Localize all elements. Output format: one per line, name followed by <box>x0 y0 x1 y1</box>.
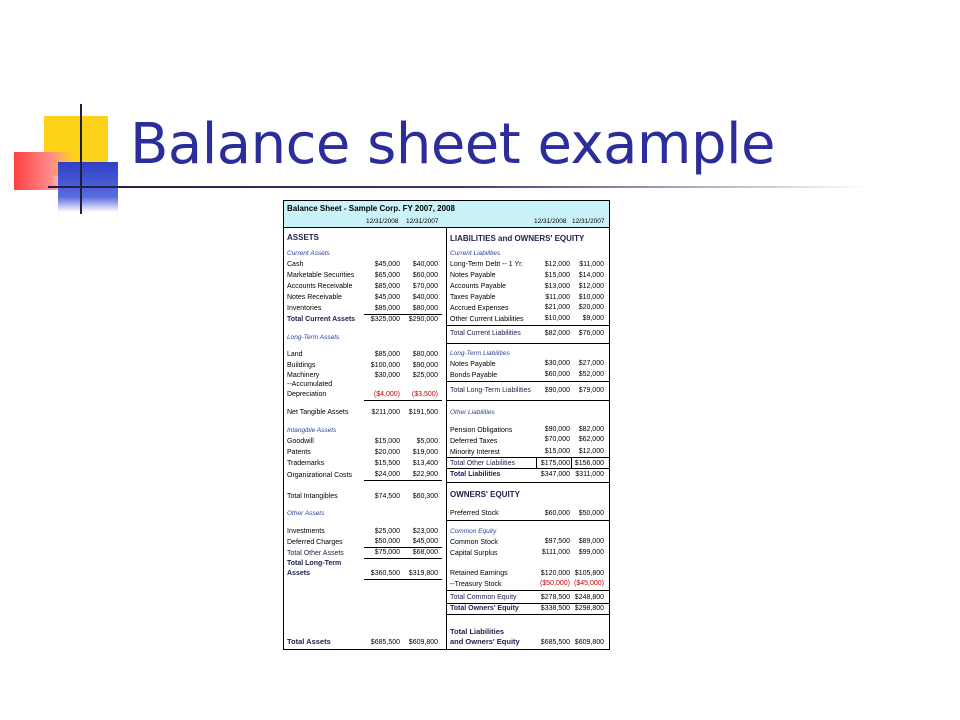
total-liabilities-equity-2008: $685,500 <box>540 639 570 646</box>
asset-row-label: Organizational Costs <box>287 472 352 479</box>
asset-row-2007: $80,000 <box>412 305 438 312</box>
liability-row-2008: $60,000 <box>544 371 570 378</box>
current-assets-heading: Current Assets <box>287 250 330 257</box>
depreciation-2008: ($4,000) <box>373 391 400 398</box>
column-divider <box>446 227 447 649</box>
asset-row-2007: $90,000 <box>412 362 438 369</box>
asset-row-2008: $15,500 <box>374 460 400 467</box>
total-liabilities-2007: $311,000 <box>575 471 604 478</box>
equity-row-label: Capital Surplus <box>450 550 498 557</box>
assets-heading: ASSETS <box>287 233 320 242</box>
asset-row-2007: $40,000 <box>412 261 438 268</box>
asset-row-label: Investments <box>287 528 325 535</box>
accumulated-label: --Accumulated <box>287 381 333 388</box>
underline <box>364 547 442 548</box>
liability-row-2007: $52,000 <box>578 371 604 378</box>
liability-row-2007: $14,000 <box>578 272 604 279</box>
total-long-term-2007: $319,800 <box>408 570 438 577</box>
decorative-vertical-line <box>80 104 82 214</box>
liability-row-2007: $11,000 <box>579 261 604 268</box>
total-common-equity-label: Total Common Equity <box>450 594 517 601</box>
asset-row-label: Buildings <box>287 362 316 369</box>
liability-row-2008: $11,000 <box>545 294 570 301</box>
left-date-2007: 12/31/2007 <box>406 218 439 225</box>
equity-row-2008: $97,500 <box>544 538 570 545</box>
asset-row-2007: $23,000 <box>412 528 438 535</box>
total-other-liabilities-label: Total Other Liabilities <box>450 460 515 467</box>
liability-row-label: Pension Obligations <box>450 427 513 434</box>
total-intangibles-2007: $60,300 <box>412 493 438 500</box>
asset-row-2007: $45,000 <box>412 538 438 545</box>
net-tangible-2008: $211,000 <box>371 409 400 416</box>
underline <box>447 343 609 344</box>
equity-row-label: Common Stock <box>450 539 498 546</box>
treasury-stock-2008: ($50,000) <box>540 580 570 587</box>
total-current-assets-2007: $290,000 <box>408 316 438 323</box>
depreciation-label: Depreciation <box>287 391 327 398</box>
asset-row-2008: $85,000 <box>374 305 400 312</box>
asset-row-2008: $100,000 <box>370 362 400 369</box>
asset-row-2008: $45,000 <box>374 294 400 301</box>
underline <box>447 381 609 382</box>
treasury-stock-2007: ($45,000) <box>574 580 604 587</box>
liability-row-2008: $70,000 <box>544 436 570 443</box>
asset-row-2007: $13,400 <box>412 460 438 467</box>
liability-row-label: Deferred Taxes <box>450 438 498 445</box>
asset-row-2007: $40,000 <box>412 294 438 301</box>
asset-row-label: Goodwill <box>287 438 314 445</box>
liability-row-label: Bonds Payable <box>450 372 498 379</box>
total-current-liabilities-2007: $76,000 <box>578 330 604 337</box>
liability-row-2007: $27,000 <box>578 360 604 367</box>
equity-row-2008: $111,000 <box>541 549 570 556</box>
intangible-assets-heading: Intangible Assets <box>287 427 337 434</box>
asset-row-2007: $5,000 <box>416 438 438 445</box>
net-tangible-2007: $191,500 <box>408 409 438 416</box>
asset-row-2008: $65,000 <box>374 272 400 279</box>
underline <box>364 480 442 481</box>
liability-row-2008: $30,000 <box>544 360 570 367</box>
asset-row-2008: $85,000 <box>374 283 400 290</box>
total-long-term-liabilities-2008: $90,000 <box>544 387 570 394</box>
left-date-2008: 12/31/2008 <box>366 218 399 225</box>
total-owners-equity-label: Total Owners' Equity <box>450 605 519 612</box>
liability-row-2008: $90,000 <box>544 426 570 433</box>
retained-earnings-label: Retained Earnings <box>450 570 508 577</box>
owners-equity-heading: OWNERS' EQUITY <box>450 490 520 499</box>
asset-row-2007: $25,000 <box>412 372 438 379</box>
asset-row-label: Marketable Securities <box>287 272 355 279</box>
asset-row-2008: $15,000 <box>374 438 400 445</box>
liability-row-label: Taxes Payable <box>450 294 496 301</box>
total-current-liabilities-2008: $82,000 <box>544 330 570 337</box>
liability-row-label: Minority Interest <box>450 449 500 456</box>
underline <box>447 482 609 483</box>
underline <box>364 579 442 580</box>
underline <box>364 400 442 401</box>
other-assets-heading: Other Assets <box>287 510 325 517</box>
liability-row-2007: $62,000 <box>578 436 604 443</box>
sheet-header <box>284 201 609 228</box>
liability-row-label: Accrued Expenses <box>450 305 509 312</box>
underline <box>447 400 609 401</box>
total-long-term-2008: $360,500 <box>370 570 400 577</box>
preferred-stock-label: Preferred Stock <box>450 510 499 517</box>
long-term-assets-heading: Long-Term Assets <box>287 334 340 341</box>
total-liabilities-equity-2007: $609,800 <box>574 639 604 646</box>
total-other-assets-label: Total Other Assets <box>287 550 344 557</box>
treasury-stock-label: --Treasury Stock <box>450 581 502 588</box>
total-other-assets-2007: $68,000 <box>412 549 438 556</box>
liability-row-2007: $12,000 <box>578 283 604 290</box>
total-liabilities-label: Total Liabilities <box>450 471 501 478</box>
liability-row-label: Long-Term Debt -- 1 Yr. <box>450 261 524 268</box>
asset-row-label: Trademarks <box>287 460 325 467</box>
liability-row-label: Notes Payable <box>450 361 496 368</box>
liability-row-2007: $10,000 <box>578 294 604 301</box>
total-owners-equity-2008: $338,500 <box>540 605 570 612</box>
total-other-liabilities-2008: $175,000 <box>540 460 570 467</box>
asset-row-2008: $45,000 <box>374 261 400 268</box>
underline <box>447 590 609 591</box>
total-long-term-liabilities-2007: $79,000 <box>578 387 604 394</box>
total-intangibles-label: Total Intangibles <box>287 493 338 500</box>
asset-row-2007: $19,000 <box>412 449 438 456</box>
liability-row-2007: $12,000 <box>578 448 604 455</box>
liability-row-2008: $15,000 <box>544 272 570 279</box>
total-other-liabilities-2007: $156,000 <box>574 460 604 467</box>
total-long-term-label-line1: Total Long-Term <box>287 560 342 567</box>
total-liabilities-2008: $347,000 <box>540 471 570 478</box>
total-intangibles-2008: $74,500 <box>374 493 400 500</box>
asset-row-2008: $25,000 <box>374 528 400 535</box>
underline <box>447 325 609 326</box>
liability-row-2008: $10,000 <box>544 315 570 322</box>
total-assets-2008: $685,500 <box>370 639 400 646</box>
asset-row-2008: $85,000 <box>374 351 400 358</box>
underline <box>447 468 609 469</box>
equity-row-2007: $89,000 <box>578 538 604 545</box>
total-common-equity-2008: $278,500 <box>540 594 570 601</box>
asset-row-2008: $24,000 <box>374 471 400 478</box>
asset-row-label: Patents <box>287 449 311 456</box>
equity-row-2007: $99,000 <box>578 549 604 556</box>
preferred-stock-2007: $50,000 <box>578 510 604 517</box>
asset-row-label: Land <box>287 351 303 358</box>
total-owners-equity-2007: $298,800 <box>574 605 604 612</box>
liability-row-2008: $13,000 <box>544 283 570 290</box>
liability-row-label: Other Current Liabilities <box>450 316 524 323</box>
balance-sheet <box>283 200 610 650</box>
liability-row-2008: $12,000 <box>544 261 570 268</box>
retained-earnings-2007: $105,800 <box>574 570 604 577</box>
asset-row-2008: $30,000 <box>374 372 400 379</box>
current-liabilities-heading: Current Liabilities <box>450 250 501 257</box>
asset-row-label: Inventories <box>287 305 322 312</box>
liability-row-2007: $9,000 <box>582 315 604 322</box>
underline <box>447 457 609 458</box>
liability-row-label: Accounts Payable <box>450 283 507 290</box>
asset-row-2008: $20,000 <box>374 449 400 456</box>
slide-title: Balance sheet example <box>130 112 776 177</box>
underline <box>447 614 609 615</box>
sheet-title: Balance Sheet - Sample Corp. FY 2007, 2008 <box>287 204 455 213</box>
underline <box>364 314 442 315</box>
total-common-equity-2007: $248,800 <box>574 594 604 601</box>
right-date-2008: 12/31/2008 <box>534 218 567 225</box>
total-long-term-label: Assets <box>287 570 310 577</box>
asset-row-2007: $22,900 <box>412 471 438 478</box>
total-other-assets-2008: $75,000 <box>374 549 400 556</box>
total-current-liabilities-label: Total Current Liabilities <box>450 330 521 337</box>
asset-row-2007: $80,000 <box>412 351 438 358</box>
depreciation-2007: ($3,500) <box>411 391 438 398</box>
asset-row-2007: $60,000 <box>412 272 438 279</box>
asset-row-2007: $70,000 <box>412 283 438 290</box>
liability-row-2008: $21,000 <box>544 304 570 311</box>
net-tangible-label: Net Tangible Assets <box>287 409 349 416</box>
total-assets-2007: $609,800 <box>408 639 438 646</box>
cell-border <box>536 458 537 468</box>
asset-row-label: Cash <box>287 261 304 268</box>
liabilities-heading: LIABILITIES and OWNERS' EQUITY <box>450 234 585 243</box>
total-liabilities-equity-label: and Owners' Equity <box>450 637 520 646</box>
total-liabilities-equity-label-line1: Total Liabilities <box>450 627 505 636</box>
liability-row-label: Notes Payable <box>450 272 496 279</box>
asset-row-2008: $50,000 <box>374 538 400 545</box>
total-long-term-liabilities-label: Total Long-Term Liabilities <box>450 387 531 394</box>
total-current-assets-label: Total Current Assets <box>287 316 356 323</box>
liability-row-2007: $20,000 <box>578 304 604 311</box>
asset-row-label: Notes Receivable <box>287 294 342 301</box>
underline <box>364 558 442 559</box>
long-term-liabilities-heading: Long-Term Liabilities <box>450 350 510 357</box>
common-equity-heading: Common Equity <box>450 528 497 535</box>
total-current-assets-2008: $325,000 <box>370 316 400 323</box>
retained-earnings-2008: $120,000 <box>540 570 570 577</box>
liability-row-2007: $82,000 <box>578 426 604 433</box>
right-date-2007: 12/31/2007 <box>572 218 605 225</box>
other-liabilities-heading: Other Liabilities <box>450 409 495 416</box>
underline <box>447 603 609 604</box>
underline <box>447 520 609 521</box>
total-assets-label: Total Assets <box>287 637 331 646</box>
title-underline <box>48 186 868 188</box>
cell-border <box>571 458 572 468</box>
asset-row-label: Deferred Charges <box>287 539 343 546</box>
asset-row-label: Accounts Receivable <box>287 283 353 290</box>
asset-row-label: Machinery <box>287 372 320 379</box>
liability-row-2008: $15,000 <box>544 448 570 455</box>
preferred-stock-2008: $60,000 <box>544 510 570 517</box>
